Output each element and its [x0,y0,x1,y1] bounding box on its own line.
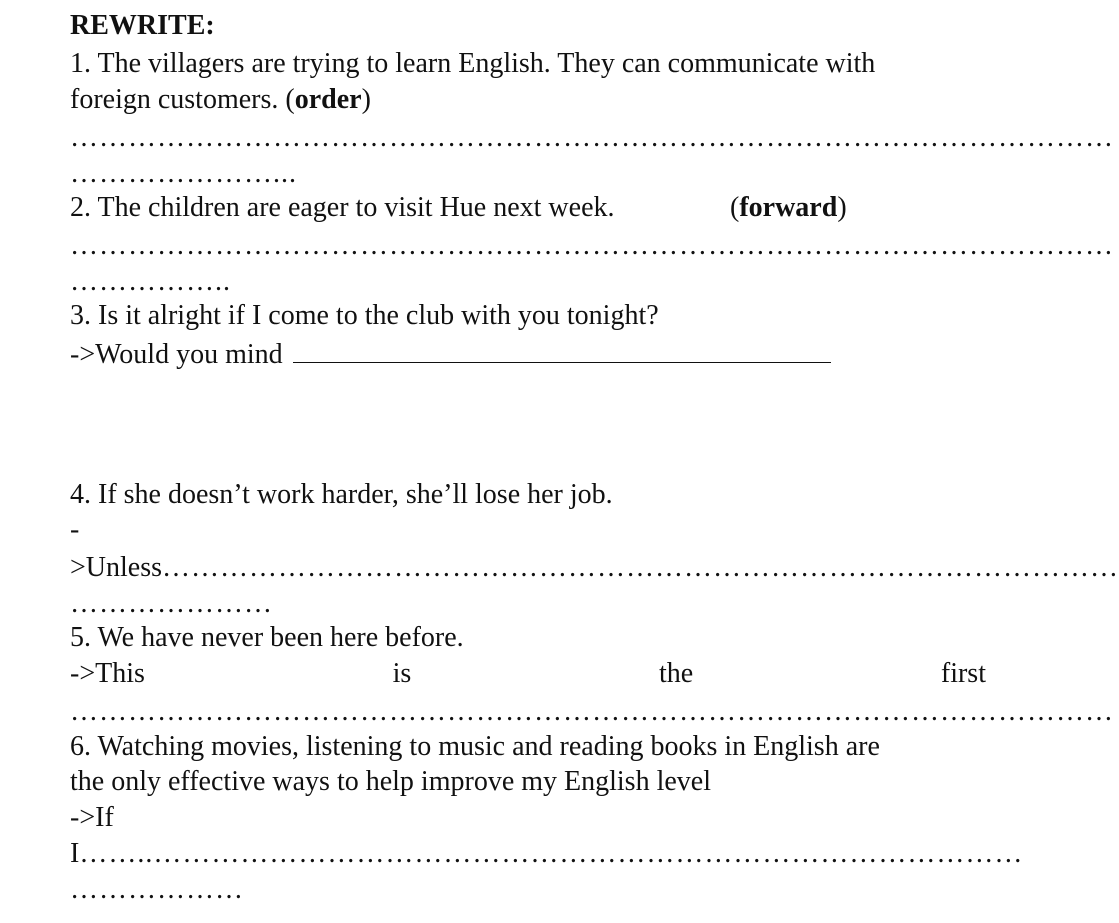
q5-text: 5. We have never been here before. [70,622,464,653]
q2-text: 2. The children are eager to visit Hue next week. [70,192,615,223]
q5-word-the: the [658,658,694,689]
q3-prompt: ->Would you mind [70,339,283,370]
q4-answer-line2[interactable]: ………………… [70,588,273,619]
q3-prompt-line [70,338,831,369]
q5-word-is: is [392,658,412,689]
q4-dash: - [70,514,80,545]
q6-answer-line1[interactable]: ……..……………………………………………………………………………… [79,838,1024,869]
q6-prompt2: I [70,838,80,869]
q5-word-this: ->This [70,658,145,689]
q2-answer-line1[interactable]: ……………………………………………………………………………………………… [70,230,1114,261]
q6-answer-line2[interactable]: ……………… [70,874,244,905]
q2-open: ( [730,192,740,223]
q3-text: 3. Is it alright if I come to the club with you tonight? [70,300,659,331]
q6-prompt1: ->If [70,802,114,833]
q1-line2 [70,86,371,114]
q1-close: ) [361,84,371,115]
q5-answer-line1[interactable]: ……………………………………………………………………………………………… [70,696,1114,727]
q5-prompt-line [70,660,986,688]
q1-answer-line2[interactable]: …………………... [70,158,297,189]
q2-keyword: forward [739,192,838,223]
q6-prompt-line [70,838,1024,869]
q4-prompt: >Unless [70,552,163,583]
q1-answer-line1[interactable]: ……………………………………………………………………………………………… [70,122,1114,153]
q1-line1: 1. The villagers are trying to learn English. They can communicate with [70,48,876,79]
q6-line2: the only effective ways to help improve my English level [70,766,711,797]
q2-keyword-wrap [730,194,847,222]
q6-line1: 6. Watching movies, listening to music and reading books in English are [70,731,880,762]
q4-text: 4. If she doesn’t work harder, she’ll lose her job. [70,479,613,510]
q3-answer-blank[interactable] [293,338,831,363]
page-title: REWRITE: [70,10,215,41]
q2-close: ) [837,192,847,223]
q4-answer-line1[interactable]: ……………………………………………………………………………………… [162,552,1119,583]
q1-keyword: order [294,84,362,115]
q4-prompt-line [70,552,1119,583]
q1-line2-text: foreign customers. ( [70,84,295,115]
q5-word-first: first [940,658,986,689]
q2-answer-line2[interactable]: …………….. [70,266,231,297]
